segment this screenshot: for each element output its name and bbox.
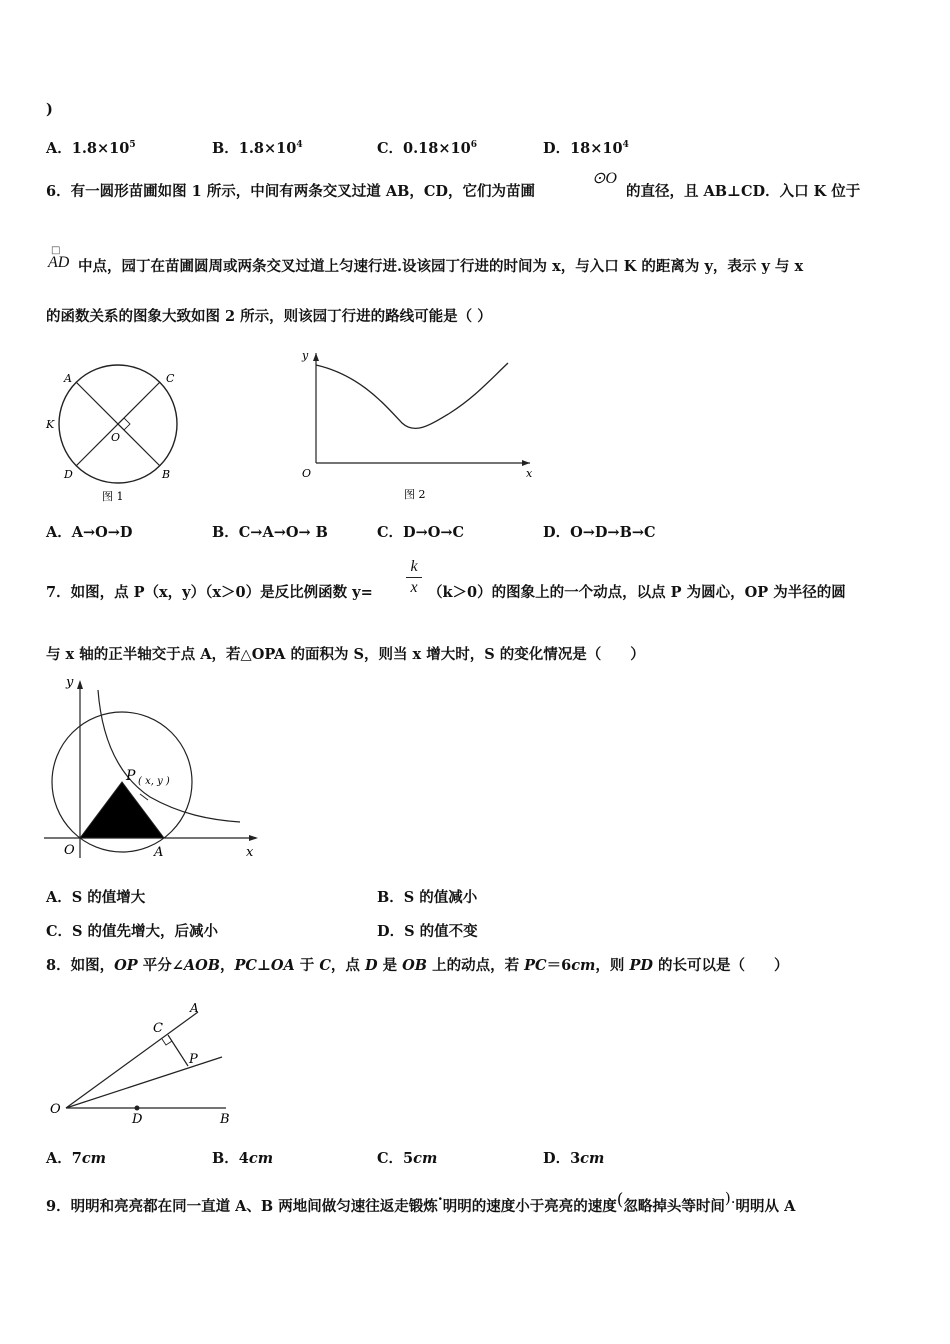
q8-fig-ray-oa — [66, 1012, 198, 1108]
q7-fig-triangle — [80, 782, 164, 838]
q8-fig-segment-pc — [168, 1035, 188, 1066]
q6-fig1-label-c: C — [166, 372, 175, 385]
q6-fig2-label-x: x — [526, 467, 533, 480]
q6-figure2 — [290, 345, 550, 510]
q6-fig2-y-arrow — [313, 353, 319, 361]
q7-fig-x-arrow — [249, 835, 258, 841]
q8-fig-label-c: C — [153, 1021, 163, 1036]
q6-fig1-label-o: O — [111, 431, 121, 444]
q7-fig-y-arrow — [77, 680, 83, 689]
q6-fig1-right-angle — [118, 418, 130, 430]
q5-option-a: A．$1.8\times 10^5$ — [46, 140, 136, 157]
q7-fraction-den: x — [410, 579, 418, 596]
q6-arc-symbol: AD — [48, 254, 70, 271]
q6-line1-end: 的直径，且 AB⊥CD．入口 K 位于 — [626, 183, 861, 200]
q6-figure1 — [40, 360, 200, 510]
q7-figure — [40, 672, 270, 867]
q6-line3: 的函数关系的图象大致如图 2 所示，则该园丁行进的路线可能是（ ） — [46, 308, 492, 325]
q6-line1: 6．有一圆形苗圃如图 1 所示，中间有两条交叉过道 AB，CD，它们为苗圃 — [46, 183, 535, 200]
q5-paren: ) — [46, 101, 53, 118]
q5-option-c: C．$0.18\times 10^6$ — [377, 140, 477, 157]
q6-option-a: A．A→O→D — [46, 524, 133, 541]
q6-option-c: C．D→O→C — [377, 524, 465, 541]
q6-line2: 中点，园丁在苗圃圆周或两条交叉过道上匀速行进.设该园丁行进的时间为 x，与入口 K 的距离为 y，表示 y 与 x — [78, 258, 804, 275]
q7-option-a: A．S 的值增大 — [46, 889, 146, 906]
q6-fig1-label-k: K — [46, 418, 55, 431]
q7-fraction — [406, 558, 422, 597]
q7-option-c: C．S 的值先增大，后减小 — [46, 923, 219, 940]
q6-fig1-label-a: A — [64, 372, 72, 385]
q6-fig2-x-arrow — [522, 460, 530, 466]
q8-fig-label-a: A — [190, 1001, 199, 1015]
q7-fig-label-y: y — [66, 675, 74, 690]
q7-fig-label-a: A — [154, 845, 164, 860]
q8-fig-label-b: B — [220, 1112, 230, 1127]
q9-line1: 9．明明和亮亮都在同一直道 A、B 两地间做匀速往返走锻炼·明明的速度小于亮亮的速度(忽略掉头等时间).明明从 A — [46, 1189, 796, 1215]
q7-fig-label-pcoord: ( x, y ) — [138, 776, 170, 787]
q7-line1-end: （k＞0）的图象上的一个动点，以点 P 为圆心，OP 为半径的圆 — [428, 584, 846, 601]
q7-fraction-num: k — [410, 558, 418, 575]
q8-figure — [40, 995, 250, 1130]
q7-option-b: B．S 的值减小 — [377, 889, 478, 906]
q8-fig-label-o: O — [50, 1102, 61, 1117]
q6-fig1-caption: 图 1 — [102, 490, 124, 503]
q8-option-d: D．3cm — [543, 1150, 605, 1167]
q6-arc-mark: □ — [51, 245, 61, 256]
q8-fig-point-d — [135, 1106, 140, 1111]
q7-fig-label-o: O — [64, 843, 75, 858]
q6-fig1-label-d: D — [64, 468, 73, 481]
q6-option-d: D．O→D→B→C — [543, 524, 656, 541]
q7-line1: 7．如图，点 P（x，y）（x＞0）是反比例函数 y= — [46, 584, 373, 601]
q6-option-b: B．C→A→O→ B — [212, 524, 328, 541]
q8-fig-ray-op — [66, 1057, 222, 1108]
q5-option-d: D．$18\times 10^4$ — [543, 140, 629, 157]
q8-fig-label-d: D — [132, 1112, 143, 1127]
q8-option-a: A．7cm — [46, 1150, 107, 1167]
q8-fig-label-p: P — [189, 1052, 198, 1067]
q6-fig2-label-y: y — [302, 349, 309, 362]
q8-option-c: C．5cm — [377, 1150, 438, 1167]
q6-circle-symbol: ⊙O — [592, 170, 617, 187]
q7-line2: 与 x 轴的正半轴交于点 A，若△OPA 的面积为 S，则当 x 增大时，S 的变化情况是（ ） — [46, 646, 645, 663]
q6-fig1-label-b: B — [162, 468, 171, 481]
q6-fig2-caption: 图 2 — [404, 488, 426, 501]
q5-option-b: B．$1.8\times 10^4$ — [212, 140, 303, 157]
q6-fig2-label-o: O — [302, 467, 312, 480]
q8-option-b: B．4cm — [212, 1150, 274, 1167]
q6-fig2-curve — [316, 363, 508, 428]
q7-option-d: D．S 的值不变 — [377, 923, 478, 940]
q8-stem: 8．如图，OP 平分∠AOB，PC⊥OA 于 C，点 D 是 OB 上的动点，若 PC＝6cm，则 PD 的长可以是（ ） — [46, 957, 789, 974]
q7-fig-label-p: P — [126, 768, 136, 784]
q7-fig-label-x: x — [246, 845, 254, 860]
